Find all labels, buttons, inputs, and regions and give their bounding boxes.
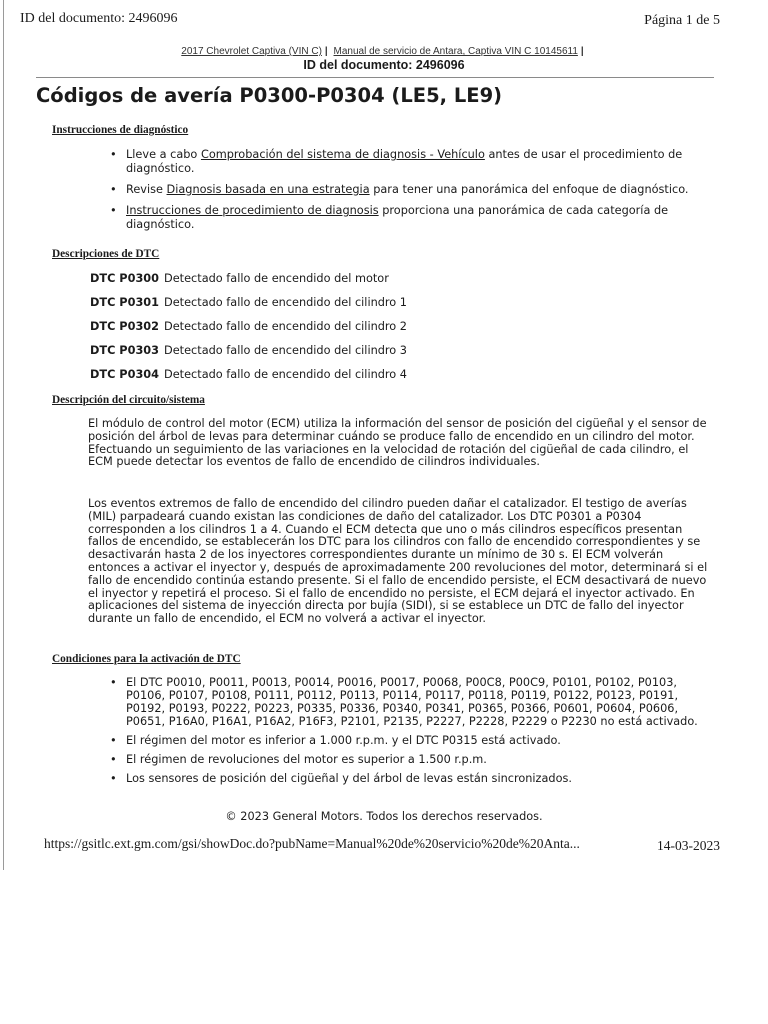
dtc-row: [90, 272, 690, 296]
dtc-descriptions-list: [90, 272, 690, 392]
dtc-code: DTC P0302: [90, 320, 160, 333]
list-item: • Los sensores de posición del cigüeñal y del árbol de levas están sincronizados.: [110, 772, 710, 785]
diagnosis-check-link[interactable]: Comprobación del sistema de diagnosis - Vehículo: [200, 148, 485, 161]
activation-conditions-list: [110, 676, 710, 791]
dtc-code: DTC P0304: [90, 368, 160, 381]
circuit-description-paragraph-1: El módulo de control del motor (ECM) utiliza la información del sensor de posición del cigüeñal y el sensor de posición del árbol de levas para determinar cuándo se produce fallo de encendido en un cilindro del motor. Efectuando un seguimiento de las variaciones en la velocidad de rotación del cigüeñal de cada cilindro, el ECM puede detectar los eventos de fallo de encendido de cilindros individuales.: [88, 417, 707, 469]
print-url: https://gsitlc.ext.gm.com/gsi/showDoc.do?pubName=Manual%20de%20servicio%20de%20Anta...: [44, 836, 580, 851]
dtc-description: Detectado fallo de encendido del cilindro 1: [164, 296, 407, 309]
dtc-descriptions-heading: Descripciones de DTC: [52, 248, 160, 260]
breadcrumb-separator: |: [580, 46, 584, 57]
copyright-notice: © 2023 General Motors. Todos los derechos reservados.: [225, 810, 543, 823]
dtc-code: DTC P0301: [90, 296, 160, 309]
dtc-row: [90, 368, 690, 392]
diagnostic-instructions-heading: Instrucciones de diagnóstico: [52, 124, 189, 136]
document-id: ID del documento: 2496096: [303, 58, 465, 72]
breadcrumb-vehicle-link[interactable]: 2017 Chevrolet Captiva (VIN C): [181, 46, 322, 57]
dtc-code: DTC P0303: [90, 344, 160, 357]
list-item: • El régimen de revoluciones del motor es superior a 1.500 r.p.m.: [110, 753, 710, 766]
diagnostic-instructions-list: [110, 148, 710, 239]
breadcrumb-manual-link[interactable]: Manual de servicio de Antara, Captiva VIN C 10145611: [333, 46, 578, 57]
print-header: [0, 0, 768, 34]
breadcrumb: [0, 46, 768, 57]
list-item: [110, 148, 710, 176]
list-item-text: Revise: [126, 183, 167, 196]
list-item-text: antes de usar el procedimiento de diagnóstico.: [126, 148, 683, 175]
scan-edge-line: [3, 0, 4, 870]
list-item: [110, 183, 710, 197]
breadcrumb-separator: |: [324, 46, 328, 57]
dtc-description: Detectado fallo de encendido del cilindro 4: [164, 368, 407, 381]
dtc-row: [90, 344, 690, 368]
list-item-text: Lleve a cabo: [126, 148, 201, 161]
dtc-description: Detectado fallo de encendido del cilindro 3: [164, 344, 407, 357]
list-item: • El régimen del motor es inferior a 1.000 r.p.m. y el DTC P0315 está activado.: [110, 734, 710, 747]
list-item: • El DTC P0010, P0011, P0013, P0014, P0016, P0017, P0068, P00C8, P00C9, P0101, P0102, P0103, P0106, P0107, P0108, P0111, P0112, P0113, P0114, P0117, P0118, P0119, P0122, P0123, P0191, P0192, P0193, P0222, P0223, P0335, P0336, P0340, P0341, P0365, P0366, P0601, P0604, P0606, P0651, P16A0, P16A1, P16A2, P16F3, P2101, P2135, P2227, P2228, P2229 o P2230 no está activado.: [110, 676, 710, 728]
dtc-description: Detectado fallo de encendido del cilindro 2: [164, 320, 407, 333]
list-item-text: para tener una panorámica del enfoque de diagnóstico.: [369, 183, 689, 196]
dtc-code: DTC P0300: [90, 272, 160, 285]
page-count: Página 1 de 5: [644, 13, 720, 28]
procedure-instructions-link[interactable]: Instrucciones de procedimiento de diagnosis: [126, 204, 379, 217]
strategy-diagnosis-link[interactable]: Diagnosis basada en una estrategia: [166, 183, 370, 196]
page-title: Códigos de avería P0300-P0304 (LE5, LE9): [36, 84, 503, 107]
activation-conditions-heading: Condiciones para la activación de DTC: [52, 653, 241, 665]
dtc-description: Detectado fallo de encendido del motor: [164, 272, 389, 285]
dtc-row: [90, 296, 690, 320]
print-document-id: ID del documento: 2496096: [20, 11, 178, 26]
dtc-row: [90, 320, 690, 344]
list-item-text: proporciona una panorámica de cada categoría de diagnóstico.: [126, 204, 669, 231]
print-date: 14-03-2023: [657, 838, 720, 853]
circuit-description-paragraph-2: Los eventos extremos de fallo de encendido del cilindro pueden dañar el catalizador. El testigo de averías (MIL) parpadeará cuando existan las condiciones de daño del catalizador. Los DTC P0301 a P0304 corresponden a los cilindros 1 a 4. Cuando el ECM detecta que uno o más cilindros específicos presentan fallos de encendido, se establecerán los DTC para los cilindros con fallo de encendido correspondientes y se desactivarán hasta 2 de los inyectores correspondientes durante un mínimo de 30 s. El ECM volverán entonces a activar el inyector y, después de aproximadamente 200 revoluciones del motor, determinará si el fallo de encendido continúa estando presente. Si el fallo de encendido persiste, el ECM desactivará de nuevo el inyector y repetirá el proceso. Si el fallo de encendido no persiste, el ECM dejará el inyector activado. En aplicaciones del sistema de inyección directa por bujía (SIDI), si se establece un DTC de fallo del inyector durante un fallo de encendido, el ECM no volverá a activar el inyector.: [88, 497, 708, 626]
header-divider: [36, 77, 714, 78]
circuit-description-heading: Descripción del circuito/sistema: [52, 394, 205, 406]
list-item: [110, 204, 710, 232]
